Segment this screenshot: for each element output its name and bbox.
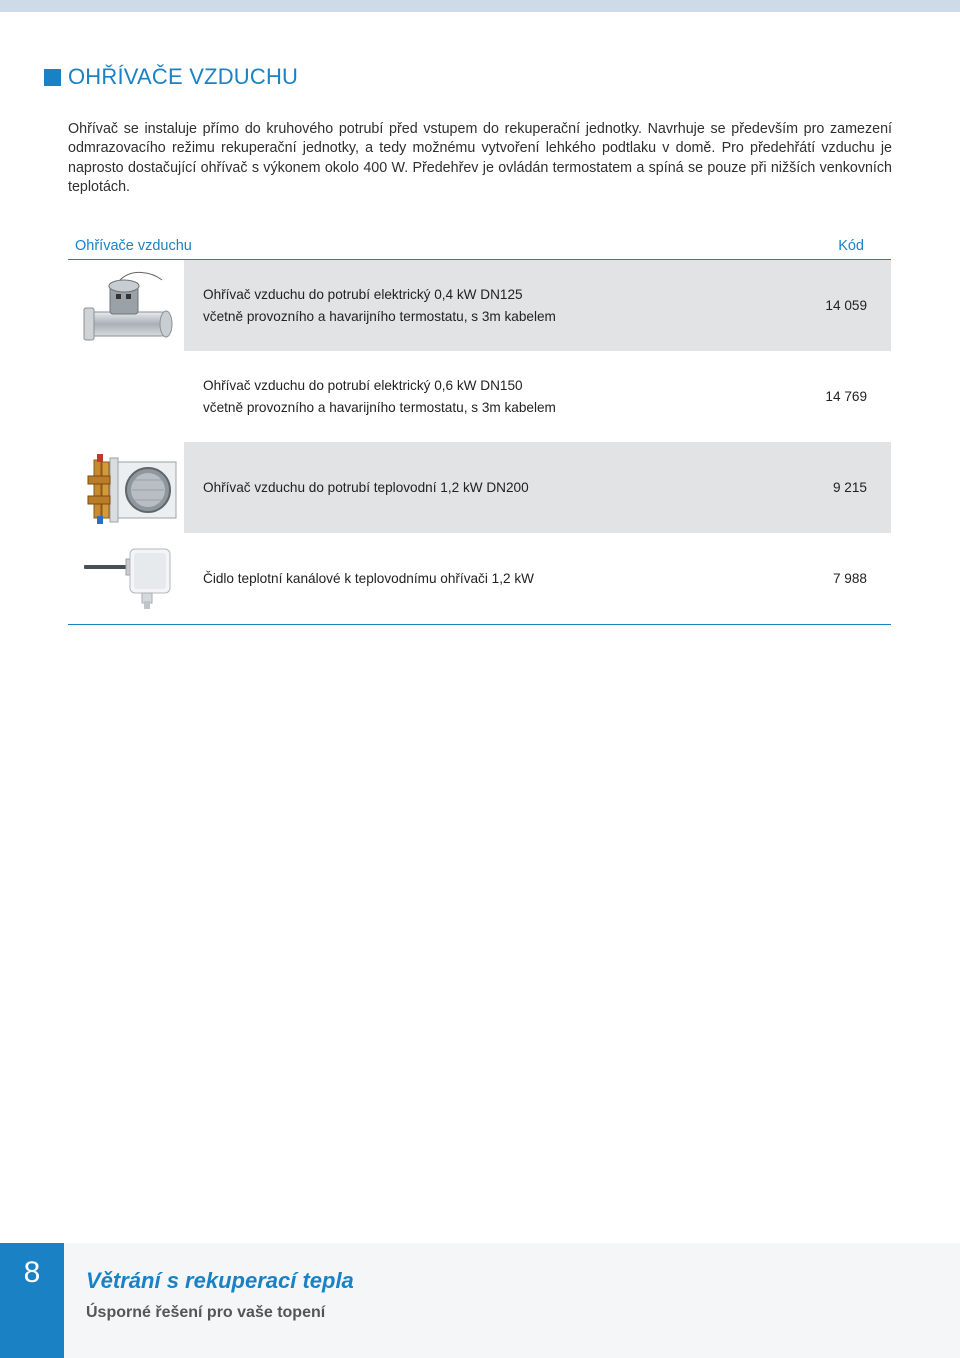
heading-square-icon: [44, 69, 61, 86]
product-image-cell: [68, 533, 184, 624]
description-line: Čidlo teplotní kanálové k teplovodnímu ohřívači 1,2 kW: [203, 570, 534, 586]
top-bar: [0, 0, 960, 12]
header-products: Ohřívače vzduchu: [75, 238, 192, 254]
footer-title: Větrání s rekuperací tepla: [86, 1268, 354, 1293]
product-image-cell: [68, 351, 184, 442]
description-line: Ohřívač vzduchu do potrubí elektrický 0,6 kW DN150: [203, 377, 523, 393]
product-table: [68, 232, 891, 625]
table-row: [68, 533, 891, 624]
intro-paragraph: Ohřívač se instaluje přímo do kruhového potrubí před vstupem do rekuperační jednotky. Navrhuje se především pro zamezení odmrazovacího režimu rekuperační jednotky, a tedy možnému vytvoření lehkého podtlaku v domě. Pro předehřátí vzduchu je naprosto dostačující ohřívač s výkonem okolo 400 W. Předehřev je ovládán termostatem a spíná se pouze při nižších venkovních teplotách.: [68, 121, 892, 196]
description-line: včetně provozního a havarijního termostatu, s 3m kabelem: [203, 308, 556, 324]
product-image-cell: [68, 442, 184, 533]
table-row: [68, 260, 891, 351]
table-bottom-rule: [68, 624, 891, 625]
header-code: Kód: [838, 238, 864, 254]
product-code: 14 059: [825, 298, 867, 313]
electric-duct-heater-icon: [82, 268, 182, 344]
page-title: OHŘÍVAČE VZDUCHU: [68, 64, 299, 89]
section-heading: [44, 64, 298, 90]
table-row: [68, 351, 891, 442]
product-code: 7 988: [832, 571, 867, 586]
footer-band: [64, 1243, 960, 1358]
description-line: Ohřívač vzduchu do potrubí elektrický 0,4 kW DN125: [203, 286, 523, 302]
description-line: včetně provozního a havarijního termostatu, s 3m kabelem: [203, 399, 556, 415]
page-number: 8: [0, 1243, 64, 1358]
duct-temperature-sensor-icon: [82, 541, 182, 617]
water-duct-heater-icon: [82, 450, 182, 526]
table-row: [68, 442, 891, 533]
description-line: Ohřívač vzduchu do potrubí teplovodní 1,2 kW DN200: [203, 479, 529, 495]
product-description: [203, 533, 763, 624]
product-code: 14 769: [825, 389, 867, 404]
product-image-cell: [68, 260, 184, 351]
product-code: 9 215: [832, 480, 867, 495]
table-header: [68, 232, 891, 260]
product-description: [203, 351, 763, 442]
product-description: [203, 260, 763, 351]
footer-subtitle: Úsporné řešení pro vaše topení: [86, 1304, 326, 1321]
product-description: [203, 442, 763, 533]
